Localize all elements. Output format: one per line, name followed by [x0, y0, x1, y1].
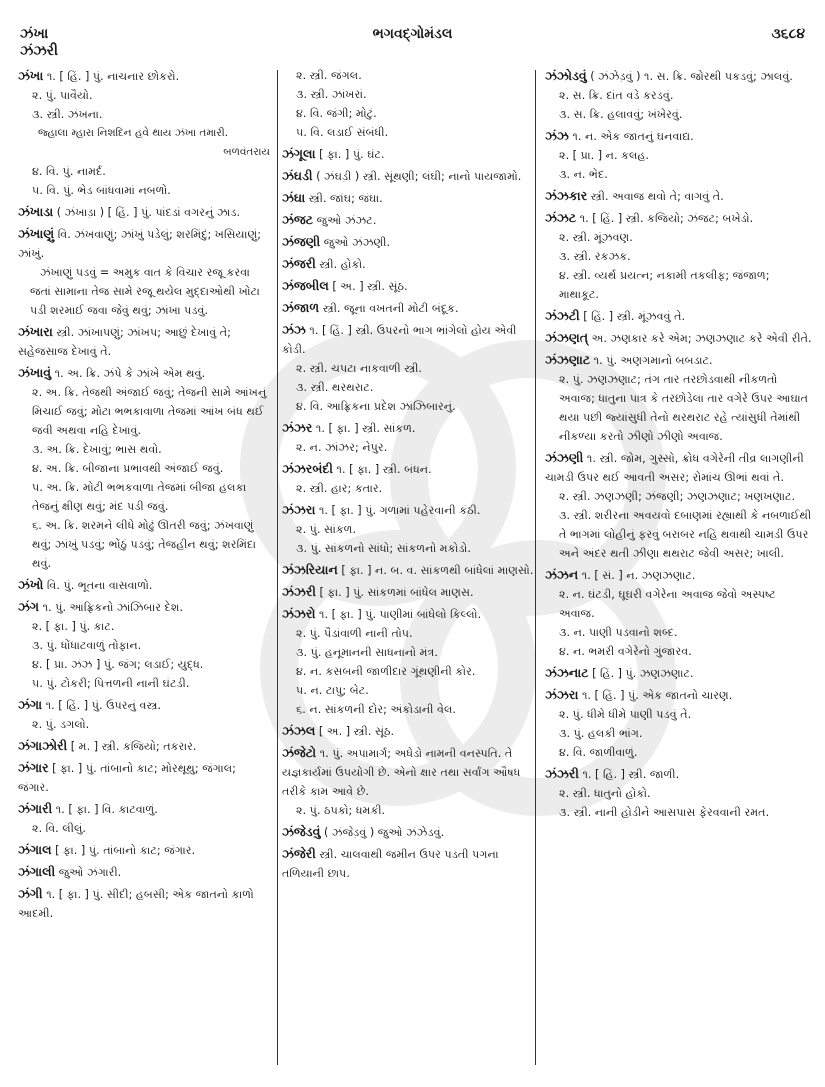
headword: ઝંજાળ	[282, 300, 320, 315]
definition: ૧. [ સં. ] ન. ઝણઝણાટ.	[581, 569, 696, 582]
sense: ૨. સ. ક્રિ. દાંત વડે કરડવું.	[559, 89, 674, 102]
sense: ૩. સ્ત્રી. નાની હોડીને આસપાસ ફેરવવાની રમત.	[559, 806, 770, 819]
sense: ૨. સ્ત્રી. ધાતુનો હોકો.	[559, 787, 651, 800]
definition: સ્ત્રી. ઝાંખાપણું; ઝાંખપ; આછું દેખાવું તે; સહેજસાજ દેખાવું તે.	[18, 326, 231, 358]
dictionary-entry	[282, 66, 536, 142]
dictionary-entry	[282, 418, 536, 457]
dictionary-entry	[18, 224, 270, 320]
sense: ૩. સ્ત્રી. રકઝક.	[559, 250, 631, 263]
sense: ૨. [ ફા. ] પું. કાટ.	[32, 620, 115, 633]
dictionary-entry	[18, 758, 270, 797]
sense: ૫. અ. ક્રિ. મોટી ભભકવાળા તેજમાં બીજા હલકા તેજનું ક્ષીણ થવું; મંદ પડી જવું.	[32, 481, 247, 513]
sense: ૩. પું. હલકી ભાંગ.	[559, 727, 643, 740]
headword: ઝંજટ	[282, 212, 314, 227]
definition: ૧. સ્ત્રી. જોમ, ગુસ્સો, ક્રોધ વગેરેની તીવ્ર લાગણીની ચામડી ઉપર થઈ આવતી અસર; રોમાંચ ઊભાં થવાં તે.	[545, 452, 804, 484]
definition: ૧. [ હિં. ] સ્ત્રી. જાળી.	[582, 768, 680, 781]
headword: ઝંઝણત્	[545, 330, 589, 345]
sense: ૫. પું. ટોકરી; પિત્તળની નાની ઘંટડી.	[32, 677, 190, 690]
sense: ૩. પું. ધોંધાટવાળું તોફાન.	[32, 639, 142, 652]
dictionary-entry	[545, 764, 813, 822]
citation-quote: જ્હાલા મ્હારા નિશદિન હવે થાય ઝંખા તમારી.	[38, 127, 229, 139]
definition: [ અ. ] સ્ત્રી. સૂંઠ.	[318, 725, 395, 738]
dictionary-entry	[545, 66, 813, 124]
sense: ૩. સ. ક્રિ. હલાવવું; ખંખેરવું.	[559, 108, 683, 121]
sense: ૩. અ. ક્રિ. દેખાવું; ભાસ થવો.	[32, 443, 162, 456]
definition: [ ફા. ] પું. ઘંટ.	[319, 148, 385, 161]
dictionary-entry	[282, 232, 536, 252]
dictionary-entry	[282, 166, 536, 186]
guide-word-top: ઝંખા	[20, 26, 49, 42]
dictionary-entry	[282, 500, 536, 558]
headword: ઝંઝર	[282, 420, 313, 435]
dictionary-entry	[282, 604, 536, 719]
dictionary-entry	[282, 276, 536, 296]
headword: ઝંજરી	[282, 256, 316, 271]
sense: ૪. [ પ્રા. ઝંઝ ] પું. જંગ; લડાઈ; યુદ્ધ.	[32, 658, 204, 671]
definition: ( ઝંઝેડ઼વું ) ૧. સ. ક્રિ. જોરથી પકડવું; ઝાલવું.	[590, 70, 793, 83]
definition: ( ઝંજેડ઼વું ) જુઓ ઝંઝેડવું.	[323, 826, 445, 839]
dictionary-entry	[282, 582, 536, 602]
sense: ૪. વિ. જાળીવાળું.	[559, 746, 638, 759]
sense: ૨. સ્ત્રી. હાર; કતાર.	[296, 482, 383, 495]
definition: [ મ. ] સ્ત્રી. કજિયો; તકરાર.	[70, 740, 197, 753]
dictionary-entry	[282, 210, 536, 230]
headword: ઝંઝરબંદી	[282, 461, 333, 476]
sense: ૩. સ્ત્રી. ઝંખના.	[32, 108, 103, 121]
sense: ૨. પું. ડગલો.	[32, 718, 90, 731]
headword: ઝંજણી	[282, 234, 321, 249]
dictionary-entry	[18, 695, 270, 734]
sense: ૩. ન. ભેદ.	[559, 168, 608, 181]
headword: ઝંજેડવું	[282, 824, 321, 839]
definition: સ્ત્રી. જૂના વખતની મોટી બંદૂક.	[322, 302, 459, 315]
sense: ૨. સ્ત્રી. ચપટા નાકવાળી સ્ત્રી.	[296, 362, 422, 375]
definition: [ ફા. ] ન. બ. વ. સાંકળથી બાંધેલાં માણસો.	[341, 564, 534, 577]
dictionary-entry	[282, 254, 536, 274]
definition: સ્ત્રી. અવાજ થવો તે; વાગવું તે.	[590, 190, 724, 203]
definition: ૧. [ હિં. ] પું. એક જાતનો ચારણ.	[581, 689, 733, 702]
definition: ૧. પું. આફ્રિકનો ઝાંઝિબાર દેશ.	[42, 601, 184, 614]
dictionary-entry	[545, 306, 813, 326]
headword: ઝંખા	[18, 68, 44, 83]
definition: સ્ત્રી. જાંઘ; જંઘા.	[308, 192, 383, 205]
definition: ૧. [ ફા. ] વિ. કાટવાળું.	[55, 803, 158, 816]
dictionary-entry	[18, 736, 270, 756]
sense: ૪. ન. કસબની જાળીદાર ગૂંથણીની કોર.	[296, 665, 476, 678]
headword: ઝંઝણી	[545, 450, 584, 465]
sense: ૨. પું. ઠપકો; ધમકી.	[296, 804, 386, 817]
headword: ઝંખાણું	[18, 226, 55, 241]
page-number: ૩૬૮૪	[771, 26, 805, 42]
definition: ૧. [ ફા. ] સ્ત્રી. સાંકળ.	[315, 422, 416, 435]
headword: ઝંઝ	[545, 128, 569, 143]
page-header	[20, 26, 805, 62]
column-2	[282, 66, 536, 1066]
dictionary-entry	[18, 202, 270, 222]
headword: ઝંખો	[18, 577, 44, 592]
dictionary-entry	[18, 322, 270, 361]
sense: ૫. વિ. પું. ભેડ બાંધવામાં નબળો.	[32, 184, 171, 197]
sense: ૬. અ. ક્રિ. શરમને લીધે મોઢું ઊતરી જવું; ઝંખવાણું થવું; ઝાંખું પડવું; ભોંઠું પડવું; તેજહીન થવું; શરમિંદા થવું.	[32, 519, 257, 570]
sense: ૨. પું. ધીમે ધીમે પાણી પડવું તે.	[559, 708, 692, 721]
headword: ઝંઝરા	[545, 687, 579, 702]
sense: ૫. વિ. લડાઈ સંબંધી.	[296, 126, 389, 139]
sense: ૨. પું. પાવૈયો.	[32, 89, 93, 102]
definition: સ્ત્રી. ચાલવાથી જમીન ઉપર પડતી પગના તળિયાની છાપ.	[282, 848, 499, 880]
headword: ઝંગા	[18, 697, 43, 712]
definition: ( ઝંખાડ઼ા ) [ હિં. ] પું. પાંદડાં વગરનું ઝાડ.	[56, 206, 241, 219]
sense: ૪. અ. ક્રિ. બીજાના પ્રભાવથી અંજાઈ જવું.	[32, 462, 224, 475]
dictionary-entry	[18, 862, 270, 882]
sense: ૬. ન. સાંકળની દોર; અંકોડાની વેલ.	[296, 703, 456, 716]
headword: ઝંઝનાટ	[545, 665, 589, 680]
dictionary-entry	[282, 298, 536, 318]
definition: ૧. [ ફા. ] પું. પાણીમાં બાંધેલો કિલ્લો.	[319, 608, 482, 621]
column-3	[545, 66, 813, 1066]
definition: વિ. ઝંખવાણું; ઝાંખું પડેલું; શરમિંદું; ખસિયાણું; ઝાંખું.	[18, 228, 261, 260]
sense: ૪. વિ. જંગી; મોટું.	[296, 107, 377, 120]
headword: ઝંઝણાટ	[545, 352, 591, 367]
dictionary-entry	[18, 799, 270, 838]
headword: ઝંઝરા	[282, 502, 316, 517]
sense: ૨. પું. પૈડાંવાળી નાની તોપ.	[296, 627, 413, 640]
sense: ૨. ન. ઝાંઝર; નેપુર.	[296, 441, 388, 454]
definition: ૧. [ હિં. ] સ્ત્રી. ઉપરનો ભાગ ભાંગેલો હોય એવી કોડી.	[282, 324, 517, 356]
definition: ૧. પું. અણગમાનો બબડાટ.	[593, 354, 713, 367]
headword: ઝંખારા	[18, 324, 53, 339]
dictionary-entry	[282, 560, 536, 580]
dictionary-entry	[18, 363, 270, 573]
dictionary-entry	[545, 186, 813, 206]
definition: ૧. [ ફા. ] સ્ત્રી. બંધન.	[336, 463, 432, 476]
dictionary-entry	[545, 126, 813, 184]
definition: જુઓ ઝંગારી.	[58, 866, 122, 879]
definition: ૧. [ હિં. ] સ્ત્રી. કજિયો; ઝંજટ; બખેડો.	[579, 212, 754, 225]
dictionary-entry	[282, 188, 536, 208]
headword: ઝંઝરી	[282, 584, 316, 599]
headword: ઝંઝટ	[545, 210, 577, 225]
definition: [ ફા. ] પું. તાંબાનો કાટ; મોરથૂથુ; જંગાલ; જંગાર.	[18, 762, 236, 794]
definition: ૧. [ ફા. ] પું. સીદી; હબસી; એક જાતનો કાળો આદમી.	[18, 888, 254, 920]
dictionary-entry	[545, 685, 813, 762]
sense: ૨. [ પ્રા. ] ન. કલહ.	[559, 149, 649, 162]
headword: ઝંખાવું	[18, 365, 52, 380]
sense: ૫. ન. ટાપુ; બેટ.	[296, 684, 369, 697]
dictionary-entry	[545, 328, 813, 348]
sense: ૩. સ્ત્રી. થરથરાટ.	[296, 381, 374, 394]
sense: ૩. સ્ત્રી. શરીરના અવયવો દબાણમાં રહ્યાથી કે નબળાઈથી તે ભાગમાં લોહીનું ફરવું બરાબર નહિ થવાથી ચામડી ઉપર અને અંદર થતી ઝીણા થથરાટ જેવી અસર; ખાલી.	[559, 509, 812, 560]
sense: ૨. સ્ત્રી. જંગલ.	[296, 69, 362, 82]
page-title: ભગવદ્ગોમંડલ	[372, 26, 453, 42]
usage-example: ઝંખાણું પડવું = અમુક વાત કે વિચાર રજૂ કરવા જતાં સામાના તેજ સામે રજૂ થયેલ મુદ્દાઓથી ખોટા પડી શરમાઈ જવા જેવું થવું; ઝાંખા પડવું.	[30, 266, 260, 317]
headword: ઝંઝરો	[282, 606, 316, 621]
sense: ૪. સ્ત્રી. વ્યર્થ પ્રયત્ન; નકામી તકલીફ; જંજાળ; માથાકૂટ.	[559, 269, 770, 301]
guide-word-bottom: ઝંઝરી	[20, 43, 58, 59]
sense: ૩. સ્ત્રી. ઝાંખરાં.	[296, 88, 367, 101]
dictionary-entry	[545, 350, 813, 446]
sense: ૨. પું. ઝણઝણાટ; તંગ તાર તરછોડવાથી નીકળતો અવાજ; ધાતુના પાત્ર કે તરછોડેલા તાર વગેરે ઉપર આઘાત થયા પછી જ્યાંસુધી તેનો થરથરાટ રહે ત્યાંસુધી તેમાંથી નીકળ્યા કરતો ઝીણો ઝીણો અવાજ.	[559, 373, 809, 443]
dictionary-entry	[545, 565, 813, 661]
sense: ૪. વિ. આફ્રિકના પ્રદેશ ઝાંઝિબારનું.	[296, 400, 456, 413]
headword: ઝંઘા	[282, 190, 306, 205]
sense: ૨. સ્ત્રી. મૂંઝવણ.	[559, 231, 633, 244]
headword: ઝંઝન	[545, 567, 579, 582]
sense: ૪. વિ. પું. નામર્દ.	[32, 165, 106, 178]
dictionary-entry	[282, 721, 536, 741]
headword: ઝંઝોડવું	[545, 68, 587, 83]
definition: ૧. અ. ક્રિ. ઝંપે કે ઝાંખે એમ થવું.	[54, 367, 206, 380]
headword: ઝંખાડા	[18, 204, 54, 219]
definition: અ. ઝણકાર કરે એમ; ઝણઝણાટ કરે એવી રીતે.	[591, 332, 812, 345]
sense: ૩. પું. હનૂમાનની સાધનાનો મંત્ર.	[296, 646, 438, 659]
definition: જુઓ ઝંઝણી.	[323, 236, 391, 249]
headword: ઝંગાઝોરી	[18, 738, 68, 753]
definition: ૧. [ હિં. ] પું. નાચનાર છોકરો.	[46, 70, 180, 83]
headword: ઝંઝકાર	[545, 188, 588, 203]
dictionary-entry	[18, 884, 270, 923]
dictionary-entry	[18, 575, 270, 595]
definition: જુઓ ઝંઝટ.	[316, 214, 377, 227]
dictionary-entry	[282, 144, 536, 164]
column-1	[18, 66, 270, 1066]
definition: ૧. [ ફા. ] પું. ગળામાં પહેરવાની કંઠી.	[318, 504, 481, 517]
dictionary-entry	[18, 66, 270, 200]
sense: ૨. ન. ઘંટડી, ઘૂઘરી વગેરેના અવાજ જેવો અસ્પષ્ટ અવાજ.	[559, 588, 776, 620]
sense: ૪. ન. ભમરી વગેરેનો ગુંજારવ.	[559, 645, 692, 658]
definition: વિ. પું. ભૂતના વાસવાળો.	[46, 579, 153, 592]
dictionary-entry	[18, 840, 270, 860]
dictionary-entry	[545, 663, 813, 683]
dictionary-columns	[18, 66, 813, 1066]
headword: ઝંગારી	[18, 801, 53, 816]
headword: ઝંગ	[18, 599, 40, 614]
sense: ૨. અ. ક્રિ. તેજથી અંજાઈ જવું; તેજની સામે આંખનું મિચાઈ જવું; મોટા ભભકાવાળા તેજમાં આંખ બંધ થઈ જવી અથવા નહિ દેખાવું.	[32, 386, 267, 437]
definition: ( ઝંઘડ઼ી ) સ્ત્રી. સૂંથણી; લંઘી; નાનો પાયજામો.	[316, 170, 522, 183]
definition: ૧. ન. એક જાતનું ઘનવાદ્ય.	[572, 130, 694, 143]
definition: [ હિં. ] સ્ત્રી. મૂંઝવવું તે.	[583, 310, 686, 323]
sense: ૨. વિ. લીલું.	[32, 822, 86, 835]
dictionary-entry	[282, 743, 536, 820]
headword: ઝંગાર	[18, 760, 49, 775]
sense: ૩. પું. સાંકળનો સાંધો; સાંકળનો મકોડો.	[296, 542, 471, 555]
dictionary-entry	[545, 208, 813, 304]
headword: ઝંગી	[18, 886, 43, 901]
definition: ૧. [ હિં. ] પું. ઉપરનું વસ્ત્ર.	[45, 699, 162, 712]
dictionary-entry	[18, 597, 270, 693]
dictionary-entry	[282, 459, 536, 498]
headword: ઝંઝરિયાન	[282, 562, 338, 577]
definition: ૧. પું. અપામાર્ગ; અધેડો નામની વનસ્પતિ. તે યજ્ઞકાર્યમાં ઉપયોગી છે. એનો ક્ષાર તથા સર્વાંગ ઔષધ તરીકે કામ આવે છે.	[282, 747, 521, 798]
headword: ઝંઝટી	[545, 308, 580, 323]
dictionary-entry	[545, 448, 813, 563]
headword: ઝંઝલ	[282, 723, 316, 738]
headword: ઝંઝરી	[545, 766, 579, 781]
dictionary-entry	[282, 844, 536, 883]
definition: [ ફા. ] પું. તાંબાનો કાટ; જંગાર.	[55, 844, 196, 857]
headword: ઝંજબીલ	[282, 278, 329, 293]
headword: ઝંગૂલા	[282, 146, 316, 161]
dictionary-entry	[282, 822, 536, 842]
definition: [ હિં. ] પું. ઝણઝણાટ.	[592, 667, 694, 680]
headword: ઝંજેટો	[282, 745, 317, 760]
headword: ઝંગાલ	[18, 842, 52, 857]
sense: ૨. પું. સાંકળ.	[296, 523, 357, 536]
headword: ઝંઘડી	[282, 168, 313, 183]
headword: ઝંજેરી	[282, 846, 316, 861]
headword: ઝંઝ	[282, 322, 306, 337]
definition: [ અ. ] સ્ત્રી. સૂંઠ.	[332, 280, 408, 293]
definition: સ્ત્રી. હોકો.	[319, 258, 366, 271]
definition: [ ફા. ] પું. સાંકળમાં બાંધેલ માણસ.	[319, 586, 474, 599]
headword: ઝંગાલી	[18, 864, 56, 879]
citation-author: બળવંતરાય	[223, 146, 270, 158]
dictionary-entry	[282, 320, 536, 416]
sense: ૩. ન. પાણી પડવાનો શબ્દ.	[559, 626, 678, 639]
sense: ૨. સ્ત્રી. ઝણઝણી; ઝંજણી; ઝણઝણાટ; ખણખણાટ.	[559, 490, 796, 503]
